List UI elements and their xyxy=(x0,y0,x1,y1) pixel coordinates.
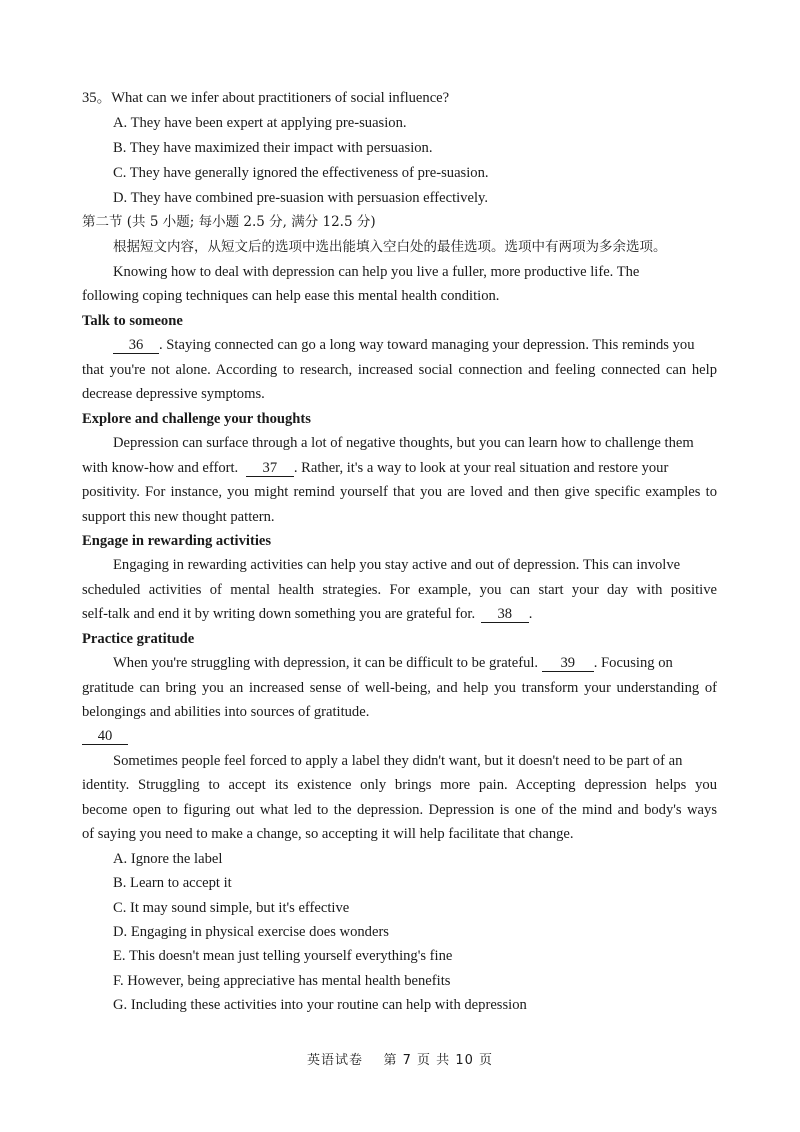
question-35-option-d: D. They have combined pre-suasion with persuasion effectively. xyxy=(113,190,489,206)
choice-f: F. However, being appreciative has mental health benefits xyxy=(113,973,451,989)
choice-g: G. Including these activities into your routine can help with depression xyxy=(113,997,527,1013)
paragraph-3-line-3 xyxy=(82,605,532,623)
paragraph-2-line-2-start: with know-how and effort. xyxy=(82,460,239,476)
blank-36: 36 xyxy=(113,338,159,354)
heading-blank-40 xyxy=(82,727,128,745)
paragraph-5-line-3: become open to figuring out what led to the depression. Depression is one of the mind and body's ways xyxy=(82,802,717,818)
paragraph-4-line-3: belongings and abilities into sources of gratitude. xyxy=(82,704,370,720)
question-35-stem: 35。What can we infer about practitioners of social influence? xyxy=(82,90,450,106)
intro-line-1: Knowing how to deal with depression can help you live a fuller, more productive life. The xyxy=(113,264,640,280)
blank-39: 39 xyxy=(542,656,594,672)
paragraph-2-line-3: positivity. For instance, you might remind yourself that you are loved and then give specific examples to xyxy=(82,484,717,500)
paragraph-2-line-2 xyxy=(82,459,668,477)
section-title: 第二节 (共 5 小题; 每小题 2.5 分, 满分 12.5 分) xyxy=(82,214,376,230)
paragraph-2-line-1: Depression can surface through a lot of negative thoughts, but you can learn how to challenge them xyxy=(113,435,694,451)
blank-40: 40 xyxy=(82,729,128,745)
paragraph-2-line-2-end: . Rather, it's a way to look at your real situation and restore your xyxy=(293,460,669,476)
paragraph-3-line-3-end: . xyxy=(528,606,533,622)
paragraph-1-line-2: that you're not alone. According to research, increased social connection and feeling connected can help xyxy=(82,362,717,378)
question-35-option-a: A. They have been expert at applying pre-suasion. xyxy=(113,115,407,131)
paragraph-3-line-1: Engaging in rewarding activities can help you stay active and out of depression. This can involve xyxy=(113,557,681,573)
paragraph-3-line-3-text: self-talk and end it by writing down something you are grateful for. xyxy=(82,606,476,622)
paragraph-5-line-4: of saying you need to make a change, so accepting it will help facilitate that change. xyxy=(82,826,574,842)
intro-line-2: following coping techniques can help ease this mental health condition. xyxy=(82,288,500,304)
paragraph-4-line-1 xyxy=(113,654,673,672)
paragraph-3-line-2: scheduled activities of mental health strategies. For example, you can start your day with positive xyxy=(82,582,717,598)
paragraph-1-line-3: decrease depressive symptoms. xyxy=(82,386,265,402)
blank-37: 37 xyxy=(246,461,294,477)
choice-d: D. Engaging in physical exercise does wonders xyxy=(113,924,389,940)
section-instruction: 根据短文内容，从短文后的选项中选出能填入空白处的最佳选项。选项中有两项为多余选项。 xyxy=(113,239,667,255)
page-footer: 英语试卷 第 7 页 共 10 页 xyxy=(306,1053,493,1068)
paragraph-5-line-1: Sometimes people feel forced to apply a label they didn't want, but it doesn't need to be part of an xyxy=(113,753,683,769)
choice-e: E. This doesn't mean just telling yourself everything's fine xyxy=(113,948,453,964)
heading-explore-thoughts: Explore and challenge your thoughts xyxy=(82,411,311,427)
choice-a: A. Ignore the label xyxy=(113,851,223,867)
paragraph-4-line-1-end: . Focusing on xyxy=(593,655,673,671)
choice-c: C. It may sound simple, but it's effective xyxy=(113,900,350,916)
paragraph-4-line-1-start: When you're struggling with depression, it can be difficult to be grateful. xyxy=(113,655,539,671)
heading-rewarding-activities: Engage in rewarding activities xyxy=(82,533,272,549)
paragraph-2-line-4: support this new thought pattern. xyxy=(82,509,275,525)
paragraph-4-line-2: gratitude can bring you an increased sense of well-being, and help you transform your understanding of xyxy=(82,680,717,696)
paragraph-1-line-1-text: . Staying connected can go a long way toward managing your depression. This reminds you xyxy=(159,337,695,353)
paragraph-5-line-2: identity. Struggling to accept its existence only brings more pain. Accepting depression helps you xyxy=(82,777,717,793)
blank-38: 38 xyxy=(481,607,529,623)
question-35-option-b: B. They have maximized their impact with persuasion. xyxy=(113,140,433,156)
heading-talk-to-someone: Talk to someone xyxy=(82,313,183,329)
choice-b: B. Learn to accept it xyxy=(113,875,232,891)
paragraph-1-line-1 xyxy=(113,336,695,354)
question-35-option-c: C. They have generally ignored the effectiveness of pre-suasion. xyxy=(113,165,489,181)
heading-practice-gratitude: Practice gratitude xyxy=(82,631,195,647)
